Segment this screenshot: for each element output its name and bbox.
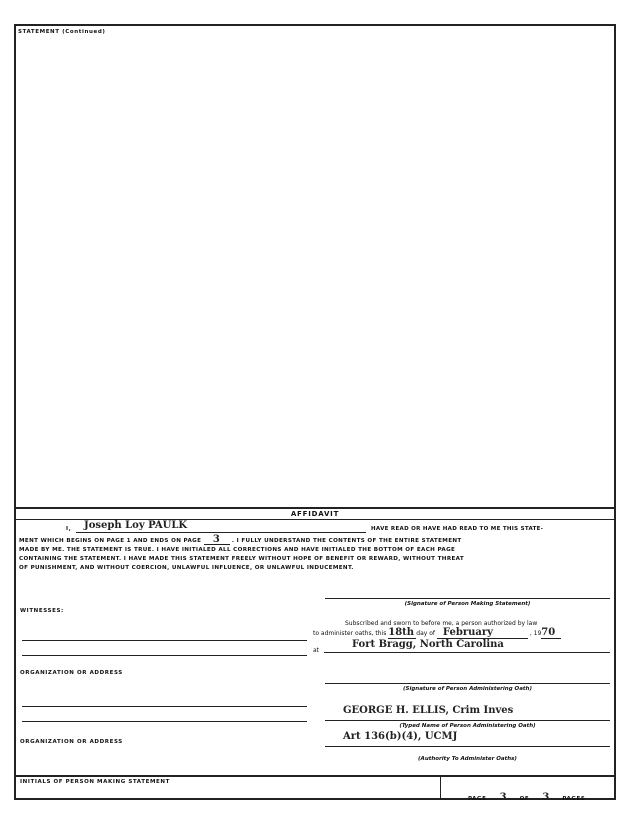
witness-line [22,640,307,641]
signature-line [325,683,610,684]
affidavit-text: HAVE READ OR HAVE HAD READ TO ME THIS STATE- [371,526,544,532]
oath-day: 18th [388,627,416,639]
affidavit-prefix: I, [66,526,72,532]
affidavit-text: CONTAINING THE STATEMENT. I HAVE MADE THIS STATEMENT FREELY WITHOUT HOPE OF BENEFIT OR REWARD, WITHOUT THREAT [19,556,465,562]
divider [14,507,616,509]
divider [14,775,616,777]
page-number [468,785,585,804]
end-page: 3 [204,536,230,545]
subscribed-text: Subscribed and sworn to before me, a person authorized by law [345,620,538,627]
org-label: ORGANIZATION OR ADDRESS [20,739,123,745]
oath-month: February [437,627,528,639]
page-current: 3 [499,792,507,803]
typed-name-label: (Typed Name of Person Administering Oath) [399,723,536,729]
signature-line [325,598,610,599]
affidavit-text: . I FULLY UNDERSTAND THE CONTENTS OF THE ENTIRE STATEMENT [231,538,462,544]
page-label: PAGE [468,796,487,802]
sig-admin-label: (Signature of Person Administering Oath) [402,686,532,692]
year-prefix: , 19 [529,630,542,637]
typed-name-line [325,720,610,721]
initials-label: INITIALS OF PERSON MAKING STATEMENT [20,779,170,785]
page-total: 3 [542,792,550,803]
statement-header: STATEMENT (Continued) [18,29,106,35]
subscribed-text: to administer oaths, this [313,630,387,637]
day-of-text: day of [416,630,435,637]
affidavit-text: OF PUNISHMENT, AND WITHOUT COERCION, UNLAWFUL INFLUENCE, OR UNLAWFUL INDUCEMENT. [19,565,354,571]
witness-line [22,655,307,656]
affidavit-title: AFFIDAVIT [290,510,340,518]
witness-line [22,721,307,722]
oath-authority: Art 136(b)(4), UCMJ [343,731,458,742]
org-label: ORGANIZATION OR ADDRESS [20,670,123,676]
sig-maker-label: (Signature of Person Making Statement) [404,601,531,607]
divider [440,775,441,800]
pages-label: PAGES [562,796,586,802]
oath-date-line [313,627,561,639]
oath-year: 70 [541,627,561,639]
affiant-name: Joseph Loy PAULK [84,520,188,531]
witnesses-label: WITNESSES: [20,608,64,614]
place-line [324,652,610,653]
at-text: at [313,647,320,654]
name-line [76,532,366,533]
authority-line [325,746,610,747]
authority-label: (Authority To Administer Oaths) [418,756,517,762]
admin-typed-name: GEORGE H. ELLIS, Crim Inves [343,705,514,716]
of-label: OF [519,796,530,802]
affidavit-text: MENT WHICH BEGINS ON PAGE 1 AND ENDS ON PAGE [19,538,202,544]
witness-line [22,706,307,707]
affidavit-text: MADE BY ME. THE STATEMENT IS TRUE. I HAVE INITIALED ALL CORRECTIONS AND HAVE INITIALED THE BOTTOM OF EACH PAGE [19,547,456,553]
oath-place: Fort Bragg, North Carolina [352,639,504,650]
